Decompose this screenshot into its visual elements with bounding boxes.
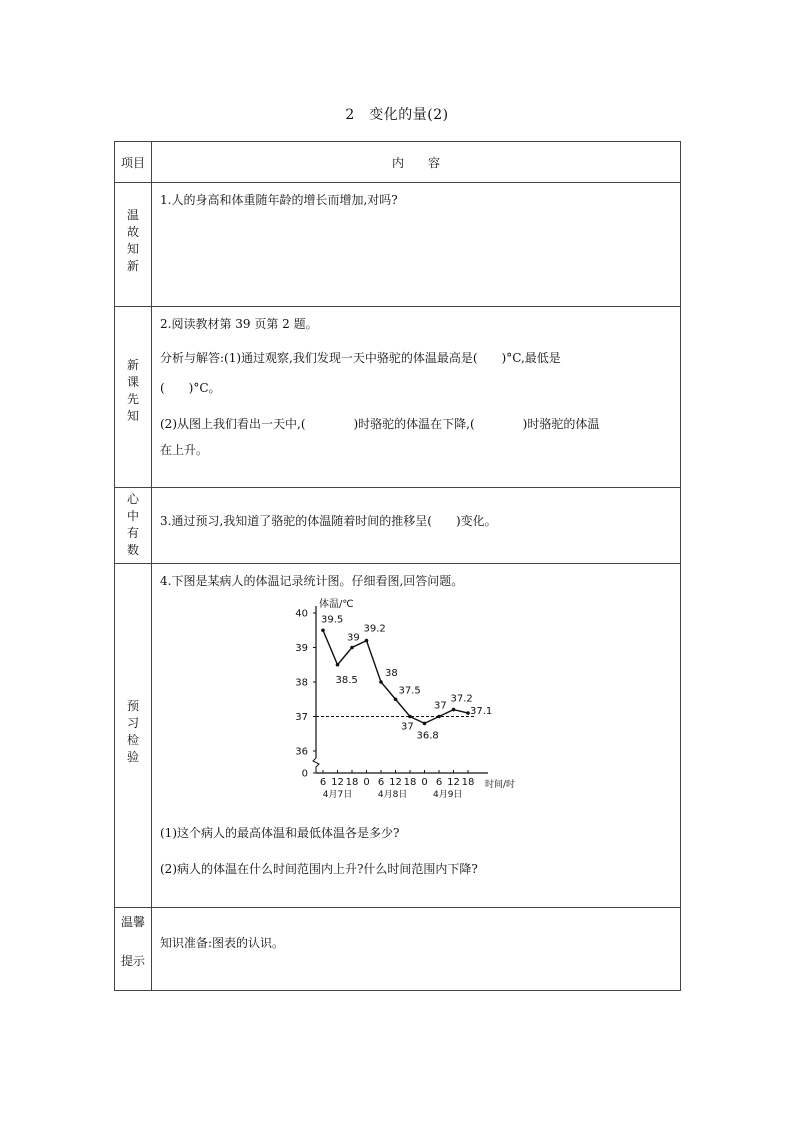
row-tip-label: 温馨 提示: [115, 908, 152, 991]
x-tick-label: 0: [421, 777, 428, 788]
row-new-lesson-content: [152, 307, 681, 488]
data-label: 38: [385, 668, 398, 679]
row-tip-content: [152, 908, 681, 991]
data-point: [423, 722, 427, 726]
x-tick-label: 6: [377, 777, 385, 788]
data-label: 39.5: [321, 614, 344, 626]
x-tick-label: 6: [435, 777, 443, 788]
data-point: [437, 715, 441, 719]
row-new-lesson: [115, 307, 681, 488]
data-label: 37.1: [470, 706, 493, 718]
question-2: 2.阅读教材第 39 页第 2 题。: [160, 317, 318, 331]
x-tick-label: 12: [447, 777, 460, 788]
row-tip: [115, 908, 681, 991]
data-label: 37.5: [398, 685, 421, 697]
question-3: 3.通过预习,我知道了骆驼的体温随着时间的推移呈( )变化。: [160, 514, 497, 528]
row-check-content: [152, 564, 681, 908]
temperature-chart: [278, 598, 538, 798]
y-axis-break: [313, 758, 319, 773]
page-title: 2 变化的量(2): [345, 107, 449, 123]
x-tick-label: 18: [403, 777, 417, 788]
header-content: 内 容: [152, 142, 681, 183]
data-label: 36.8: [416, 730, 439, 742]
y-tick-label: 39: [295, 643, 308, 654]
data-point: [350, 646, 354, 650]
y-tick-label: 0: [301, 768, 308, 780]
date-label: 4月7日: [322, 790, 353, 798]
x-tick-label: 18: [461, 777, 475, 788]
data-label: 37: [434, 700, 447, 712]
row-review-content: [152, 183, 681, 307]
question-1: 1.人的身高和体重随年龄的增长而增加,对吗?: [160, 193, 398, 207]
date-label: 4月8日: [377, 790, 408, 798]
y-tick-label: 40: [295, 608, 308, 620]
question-2-part-1-cont: ( )°C。: [160, 381, 221, 395]
data-point: [452, 708, 456, 712]
question-2-part-2-cont: 在上升。: [160, 443, 209, 457]
data-label: 37.2: [450, 693, 473, 705]
x-tick-label: 12: [389, 777, 402, 788]
data-point: [408, 715, 412, 719]
x-axis-label: 时间/时: [484, 780, 516, 790]
data-point: [336, 663, 340, 667]
tip-text: 知识准备:图表的认识。: [160, 936, 285, 950]
x-tick-label: 12: [331, 777, 344, 788]
x-tick-label: 18: [345, 777, 359, 788]
data-label: 38.5: [335, 674, 358, 686]
y-tick-label: 36: [295, 746, 308, 758]
date-label: 4月9日: [432, 790, 463, 798]
y-axis-label: 体温/℃: [319, 599, 354, 610]
x-tick-label: 0: [363, 777, 370, 788]
data-label: 39.2: [363, 623, 386, 635]
data-label: 37: [401, 721, 414, 733]
question-4-part-1: (1)这个病人的最高体温和最低体温各是多少?: [160, 826, 400, 840]
y-tick-label: 37: [295, 712, 308, 723]
temperature-line-chart: [278, 598, 538, 798]
data-point: [321, 628, 325, 632]
header-item: 项目: [115, 142, 152, 183]
data-point: [394, 697, 398, 701]
question-2-part-2: (2)从图上我们看出一天中,( )时骆驼的体温在下降,( )时骆驼的体温: [160, 417, 600, 431]
row-review-label: 温 故 知 新: [115, 183, 152, 307]
row-check-label: 预 习 检 验: [115, 564, 152, 908]
data-point: [379, 680, 383, 684]
row-new-lesson-label: 新 课 先 知: [115, 307, 152, 488]
data-label: 39: [347, 632, 360, 644]
row-mind-content: [152, 488, 681, 564]
question-2-part-1: 分析与解答:(1)通过观察,我们发现一天中骆驼的体温最高是( )°C,最低是: [160, 351, 561, 365]
preview-worksheet-table: [114, 141, 681, 991]
header-row: [115, 142, 681, 183]
row-mind-label: 心 中 有 数: [115, 488, 152, 564]
question-4-part-2: (2)病人的体温在什么时间范围内上升?什么时间范围内下降?: [160, 862, 478, 876]
x-tick-label: 6: [319, 777, 327, 788]
row-mind: [115, 488, 681, 564]
row-review: [115, 183, 681, 307]
row-check: [115, 564, 681, 908]
data-point: [365, 639, 369, 643]
question-4: 4.下图是某病人的体温记录统计图。仔细看图,回答问题。: [160, 574, 464, 588]
y-tick-label: 38: [295, 677, 308, 689]
